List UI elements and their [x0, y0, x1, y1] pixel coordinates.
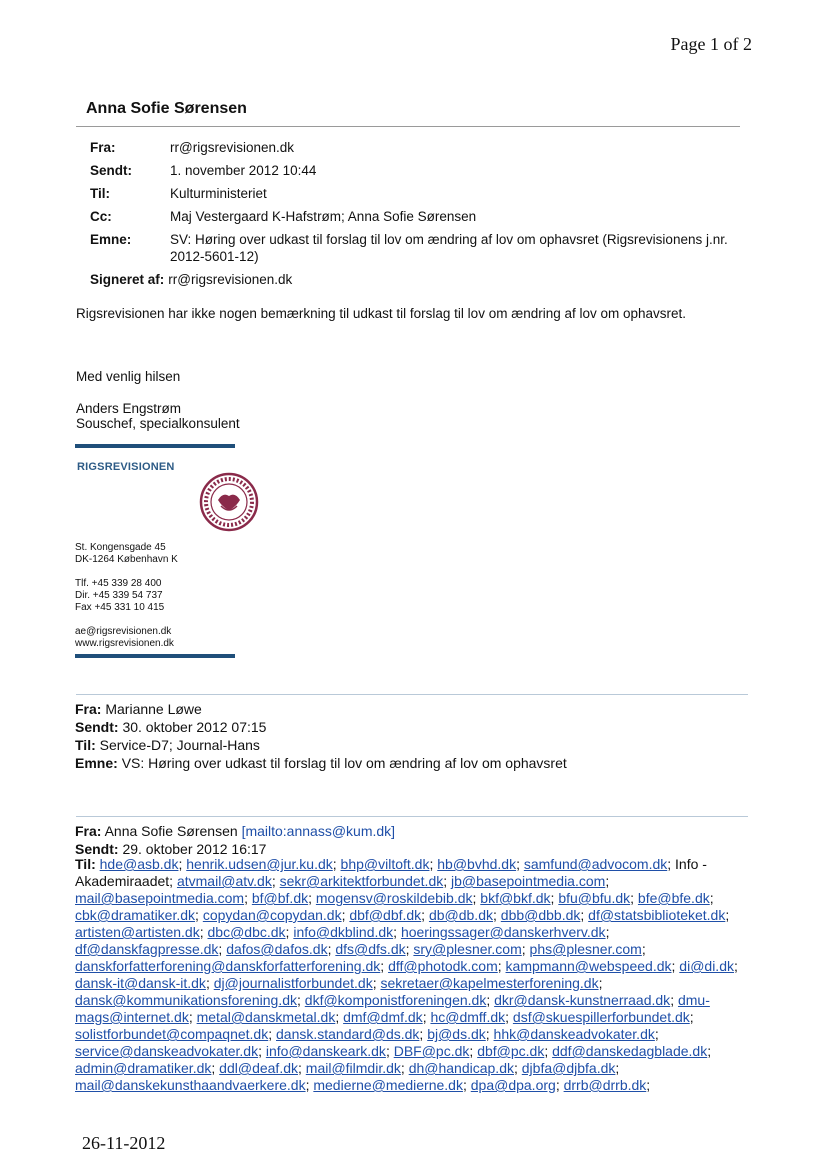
recipient-link[interactable]: mogensv@roskildebib.dk	[315, 890, 473, 906]
signer-name: Anders Engstrøm	[76, 401, 182, 416]
subject-value: SV: Høring over udkast til forslag til lov om ændring af lov om ophavsret (Rigsrevisionens j.nr. 2012-5601-12)	[170, 232, 728, 264]
recipient-link[interactable]: hc@dmff.dk	[430, 1009, 506, 1025]
forward1-to-label: Til:	[75, 737, 96, 753]
sender-name: Anna Sofie Sørensen	[86, 100, 247, 117]
forward2-sent-label: Sendt:	[75, 841, 119, 857]
closing: Med venlig hilsen	[76, 369, 181, 384]
recipient-link[interactable]: service@danskeadvokater.dk	[75, 1043, 259, 1059]
recipient-link[interactable]: sry@plesner.com	[413, 941, 522, 957]
recipient-link[interactable]: drrb@drrb.dk	[563, 1077, 647, 1093]
recipient-text: Info - Akademiraadet	[75, 856, 707, 889]
header-sent-row	[90, 162, 730, 179]
recipient-link[interactable]: bhp@viltoft.dk	[340, 856, 430, 872]
recipient-link[interactable]: dff@photodk.com	[388, 958, 498, 974]
forward2-header	[75, 822, 395, 858]
forward1-sent-label: Sendt:	[75, 719, 119, 735]
recipient-link[interactable]: dbf@dbf.dk	[349, 907, 422, 923]
recipient-link[interactable]: df@statsbiblioteket.dk	[588, 907, 726, 923]
to-label: Til:	[90, 186, 110, 201]
recipient-link[interactable]: dfs@dfs.dk	[335, 941, 406, 957]
forward2-from-row	[75, 822, 395, 840]
recipient-link[interactable]: cbk@dramatiker.dk	[75, 907, 196, 923]
forward1-to-row	[75, 736, 567, 754]
signer-title: Souschef, specialkonsulent	[76, 416, 240, 431]
forward-divider-1	[76, 694, 748, 695]
forward1-subject-row	[75, 754, 567, 772]
recipient-link[interactable]: dmf@dmf.dk	[343, 1009, 423, 1025]
phone-tlf: Tlf. +45 339 28 400	[75, 578, 162, 589]
address-line-2: DK-1264 København K	[75, 554, 178, 565]
header-signed-row	[90, 271, 730, 288]
recipient-link[interactable]: dbc@dbc.dk	[207, 924, 286, 940]
forward1-subject-value: VS: Høring over udkast til forslag til lov om ændring af lov om ophavsret	[121, 755, 567, 771]
recipient-link[interactable]: bfe@bfe.dk	[637, 890, 710, 906]
recipient-link[interactable]: dbb@dbb.dk	[500, 907, 581, 923]
recipient-link[interactable]: di@di.dk	[679, 958, 734, 974]
signed-label: Signeret af:	[90, 272, 165, 287]
forward1-sent-value: 30. oktober 2012 07:15	[122, 719, 267, 735]
header-divider	[76, 126, 740, 127]
from-label: Fra:	[90, 140, 116, 155]
recipients-list	[75, 856, 743, 1094]
header-from-row	[90, 139, 730, 156]
recipient-link[interactable]: bj@ds.dk	[427, 1026, 486, 1042]
recipient-link[interactable]: copydan@copydan.dk	[202, 907, 342, 923]
header-subject-row	[90, 231, 730, 265]
email-header	[90, 139, 730, 294]
recipient-link[interactable]: ddf@danskedagblade.dk	[552, 1043, 708, 1059]
recipient-link[interactable]: jb@basepointmedia.com	[451, 873, 606, 889]
recipient-link[interactable]: sekretaer@kapelmesterforening.dk	[380, 975, 599, 991]
forward2-sent-value: 29. oktober 2012 16:17	[122, 841, 267, 857]
phone-fax: Fax +45 331 10 415	[75, 602, 165, 613]
recipient-link[interactable]: artisten@artisten.dk	[75, 924, 200, 940]
from-value: rr@rigsrevisionen.dk	[170, 140, 294, 155]
recipient-link[interactable]: danskforfatterforening@danskforfatterforening.dk	[75, 958, 381, 974]
recipient-link[interactable]: bfu@bfu.dk	[558, 890, 631, 906]
sent-value: 1. november 2012 10:44	[170, 163, 317, 178]
recipient-link[interactable]: dansk@kommunikationsforening.dk	[75, 992, 297, 1008]
recipient-link[interactable]: kampmann@webspeed.dk	[505, 958, 672, 974]
address-line-1: St. Kongensgade 45	[75, 542, 166, 553]
recipient-link[interactable]: hhk@danskeadvokater.dk	[493, 1026, 655, 1042]
recipient-link[interactable]: medierne@medierne.dk	[313, 1077, 463, 1093]
recipient-link[interactable]: dpa@dpa.org	[470, 1077, 556, 1093]
sent-label: Sendt:	[90, 163, 132, 178]
recipient-link[interactable]: info@dkblind.dk	[293, 924, 394, 940]
recipient-link[interactable]: bkf@bkf.dk	[480, 890, 551, 906]
page-number: Page 1 of 2	[670, 34, 752, 54]
subject-label: Emne:	[90, 232, 132, 247]
recipient-link[interactable]: dmu-mags@internet.dk	[75, 992, 710, 1025]
forward1-header	[75, 700, 567, 772]
recipient-link[interactable]: dkr@dansk-kunstnerraad.dk	[494, 992, 671, 1008]
message-body: Rigsrevisionen har ikke nogen bemærkning til udkast til forslag til lov om ændring af lov om ophavsret.	[76, 306, 687, 321]
folketinget-seal-icon	[199, 472, 259, 532]
signature-bottom-bar	[75, 654, 235, 658]
signed-value: rr@rigsrevisionen.dk	[168, 272, 293, 287]
recipient-link[interactable]: metal@danskmetal.dk	[196, 1009, 336, 1025]
recipient-link[interactable]: henrik.udsen@jur.ku.dk	[186, 856, 333, 872]
signature-web: www.rigsrevisionen.dk	[75, 638, 174, 649]
footer-date: 26-11-2012	[82, 1133, 166, 1153]
signature-block	[75, 444, 235, 660]
forward1-from-value: Marianne Løwe	[105, 701, 202, 717]
cc-label: Cc:	[90, 209, 112, 224]
recipient-link[interactable]: mail@danskekunsthaandvaerkere.dk	[75, 1077, 306, 1093]
recipient-link[interactable]: dh@handicap.dk	[408, 1060, 514, 1076]
recipient-link[interactable]: DBF@pc.dk	[393, 1043, 470, 1059]
recipient-link[interactable]: hde@asb.dk	[99, 856, 179, 872]
recipient-link[interactable]: dansk.standard@ds.dk	[276, 1026, 420, 1042]
forward-divider-2	[76, 816, 748, 817]
recipient-link[interactable]: admin@dramatiker.dk	[75, 1060, 212, 1076]
recipient-link[interactable]: bf@bf.dk	[251, 890, 309, 906]
forward2-to-label: Til:	[75, 856, 96, 872]
recipient-link[interactable]: mail@filmdir.dk	[305, 1060, 401, 1076]
recipient-link[interactable]: phs@plesner.com	[529, 941, 642, 957]
forward1-from-label: Fra:	[75, 701, 102, 717]
recipient-link[interactable]: mail@basepointmedia.com	[75, 890, 245, 906]
forward1-sent-row	[75, 718, 567, 736]
recipient-link[interactable]: hb@bvhd.dk	[437, 856, 517, 872]
recipient-link[interactable]: dsf@skuespillerforbundet.dk	[512, 1009, 690, 1025]
recipient-link[interactable]: hoeringssager@danskerhverv.dk	[400, 924, 606, 940]
recipient-link[interactable]: db@db.dk	[428, 907, 493, 923]
signature-top-bar	[75, 444, 235, 448]
recipient-link[interactable]: dkf@komponistforeningen.dk	[304, 992, 487, 1008]
header-to-row	[90, 185, 730, 202]
signature-email: ae@rigsrevisionen.dk	[75, 626, 172, 637]
recipient-link[interactable]: dafos@dafos.dk	[226, 941, 328, 957]
recipient-link[interactable]: atvmail@atv.dk	[176, 873, 272, 889]
phone-dir: Dir. +45 339 54 737	[75, 590, 163, 601]
recipient-link[interactable]: samfund@advocom.dk	[523, 856, 668, 872]
recipient-link[interactable]: df@danskfagpresse.dk	[75, 941, 219, 957]
recipient-link[interactable]: djbfa@djbfa.dk	[521, 1060, 616, 1076]
recipient-link[interactable]: dbf@pc.dk	[477, 1043, 545, 1059]
forward2-from-label: Fra:	[75, 823, 102, 839]
header-cc-row	[90, 208, 730, 225]
recipient-link[interactable]: ddl@deaf.dk	[219, 1060, 298, 1076]
recipient-link[interactable]: solistforbundet@compaqnet.dk	[75, 1026, 269, 1042]
recipient-link[interactable]: sekr@arkitektforbundet.dk	[279, 873, 444, 889]
signature-org: RIGSREVISIONEN	[77, 461, 175, 473]
forward1-to-value: Service-D7; Journal-Hans	[99, 737, 260, 753]
recipient-link[interactable]: dansk-it@dansk-it.dk	[75, 975, 206, 991]
recipient-link[interactable]: dj@journalistforbundet.dk	[213, 975, 373, 991]
recipients-container: hde@asb.dk; henrik.udsen@jur.ku.dk; bhp@viltoft.dk; hb@bvhd.dk; samfund@advocom.dk; Info - Akademiraadet; atvmail@atv.dk; sekr@arkitektforbundet.dk; jb@basepointmedia.com; mail@basepointmedia.com; bf@bf.dk; mogensv@roskildebib.dk; bkf@bkf.dk; bfu@bfu.dk; bfe@bfe.dk; cbk@dramatiker.dk; copydan@copydan.dk; dbf@dbf.dk; db@db.dk; dbb@dbb.dk; df@statsbiblioteket.dk; artisten@artisten.dk; dbc@dbc.dk; info@dkblind.dk; hoeringssager@danskerhverv.dk; df@danskfagpresse.dk; dafos@dafos.dk; dfs@dfs.dk; sry@plesner.com; phs@plesner.com; danskforfatterforening@danskforfatterforening.dk; dff@photodk.com; kampmann@webspeed.dk; di@di.dk; dansk-it@dansk-it.dk; dj@journalistforbundet.dk; sekretaer@kapelmesterforening.dk; dansk@kommunikationsforening.dk; dkf@komponistforeningen.dk; dkr@dansk-kunstnerraad.dk; dmu-mags@internet.dk; metal@danskmetal.dk; dmf@dmf.dk; hc@dmff.dk; dsf@skuespillerforbundet.dk; solistforbundet@compaqnet.dk; dansk.standard@ds.dk; bj@ds.dk; hhk@danskeadvokater.dk; service@danskeadvokater.dk; info@danskeark.dk; DBF@pc.dk; dbf@pc.dk; ddf@danskedagblade.dk; admin@dramatiker.dk; ddl@deaf.dk; mail@filmdir.dk; dh@handicap.dk; djbfa@djbfa.dk; mail@danskekunsthaandvaerkere.dk; medierne@medierne.dk; dpa@dpa.org; drrb@drrb.dk;	[75, 856, 738, 1093]
forward2-from-value: Anna Sofie Sørensen	[104, 823, 238, 839]
to-value: Kulturministeriet	[170, 186, 267, 201]
forward2-mailto-link[interactable]: [mailto:annass@kum.dk]	[241, 823, 396, 839]
forward1-from-row	[75, 700, 567, 718]
cc-value: Maj Vestergaard K-Hafstrøm; Anna Sofie Sørensen	[170, 209, 477, 224]
forward1-subject-label: Emne:	[75, 755, 118, 771]
recipient-link[interactable]: info@danskeark.dk	[265, 1043, 386, 1059]
